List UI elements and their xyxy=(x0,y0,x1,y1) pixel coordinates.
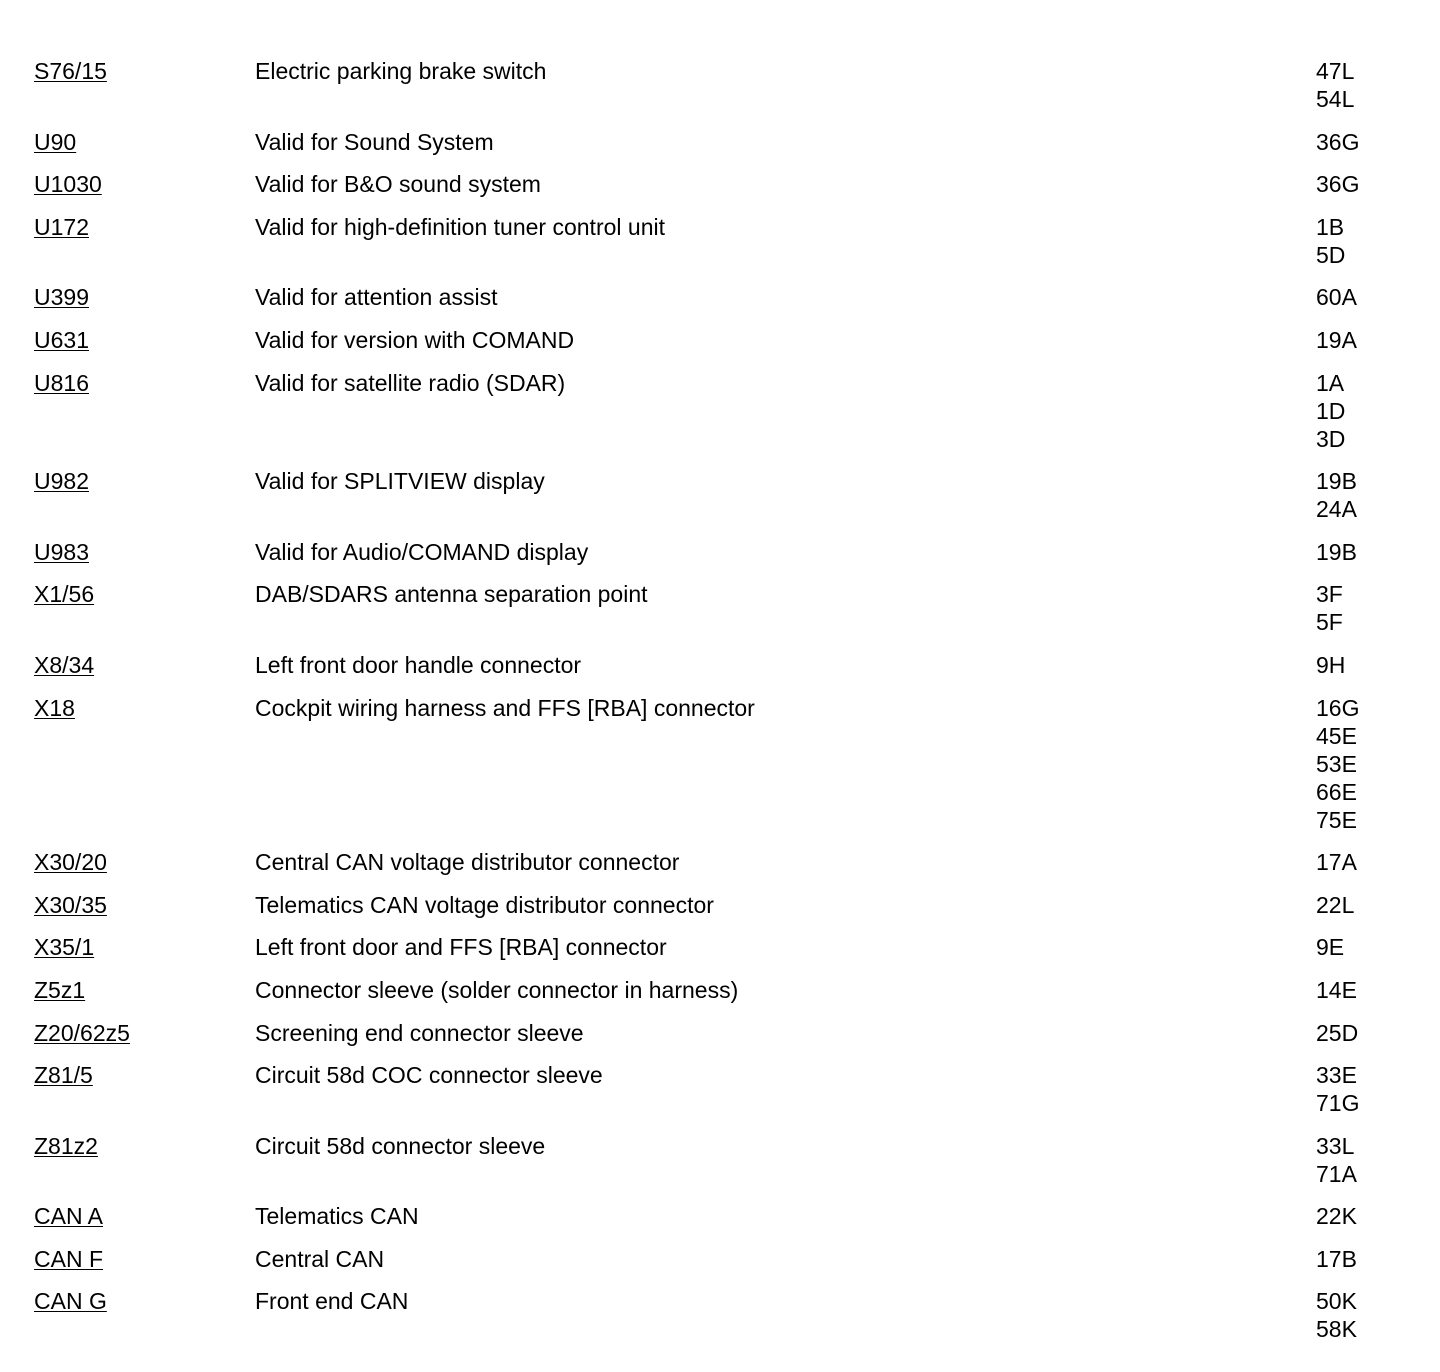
grid-reference: 5D xyxy=(1316,241,1346,268)
legend-row xyxy=(0,1287,1440,1343)
grid-reference-list xyxy=(1316,651,1345,679)
component-description: Valid for B&O sound system xyxy=(255,171,541,198)
grid-reference-list xyxy=(1316,1061,1359,1117)
grid-reference: 24A xyxy=(1316,496,1357,523)
component-description: Telematics CAN xyxy=(255,1203,419,1230)
component-code-link[interactable]: Z20/62z5 xyxy=(34,1019,130,1046)
component-code-link[interactable]: U982 xyxy=(34,468,89,495)
component-code-link[interactable]: U172 xyxy=(34,213,89,240)
component-description: Central CAN xyxy=(255,1245,385,1272)
component-description: Valid for attention assist xyxy=(255,284,498,311)
legend-row xyxy=(0,283,1440,311)
component-code-link[interactable]: X30/35 xyxy=(34,891,107,918)
component-code-link[interactable]: CAN G xyxy=(34,1288,107,1315)
legend-row xyxy=(0,1245,1440,1273)
legend-row xyxy=(0,1061,1440,1117)
grid-reference: 5F xyxy=(1316,609,1343,636)
grid-reference: 54L xyxy=(1316,86,1355,112)
grid-reference-list xyxy=(1316,580,1343,636)
component-description: Valid for high-definition tuner control unit xyxy=(255,213,665,240)
grid-reference-list xyxy=(1316,538,1357,566)
component-code-cell xyxy=(0,1202,255,1230)
component-code-cell xyxy=(0,283,255,311)
grid-reference: 75E xyxy=(1316,806,1357,833)
component-code-cell xyxy=(0,1019,255,1047)
component-code-link[interactable]: X8/34 xyxy=(34,651,95,678)
grid-reference: 25D xyxy=(1316,1019,1359,1046)
grid-reference: 3F xyxy=(1316,581,1343,608)
grid-reference: 1D xyxy=(1316,397,1346,424)
legend-row xyxy=(0,848,1440,876)
grid-reference: 22L xyxy=(1316,891,1355,918)
component-code-link[interactable]: Z5z1 xyxy=(34,976,86,1003)
grid-reference-list xyxy=(1316,1132,1357,1188)
component-code-cell xyxy=(0,369,255,397)
component-code-cell xyxy=(0,1245,255,1273)
component-code-link[interactable]: S76/15 xyxy=(34,58,107,84)
legend-row xyxy=(0,580,1440,636)
grid-reference-list xyxy=(1316,128,1359,156)
component-code-link[interactable]: U983 xyxy=(34,538,89,565)
legend-row xyxy=(0,651,1440,679)
grid-reference-list xyxy=(1316,326,1357,354)
grid-reference: 3D xyxy=(1316,425,1346,452)
legend-row xyxy=(0,213,1440,269)
component-description: Electric parking brake switch xyxy=(255,58,547,84)
grid-reference: 22K xyxy=(1316,1203,1357,1230)
legend-row xyxy=(0,467,1440,523)
grid-reference: 45E xyxy=(1316,722,1357,749)
component-code-cell xyxy=(0,57,255,85)
component-description: Circuit 58d connector sleeve xyxy=(255,1132,546,1159)
grid-reference: 36G xyxy=(1316,171,1360,198)
component-code-cell xyxy=(0,933,255,961)
grid-reference: 19A xyxy=(1316,326,1357,353)
component-code-cell xyxy=(0,580,255,608)
grid-reference: 58K xyxy=(1316,1316,1357,1343)
grid-reference-list xyxy=(1316,848,1357,876)
grid-reference-list xyxy=(1316,1245,1357,1273)
legend-row xyxy=(0,538,1440,566)
component-description: Left front door handle connector xyxy=(255,651,582,678)
component-description: Valid for Audio/COMAND display xyxy=(255,538,589,565)
component-code-cell xyxy=(0,694,255,722)
grid-reference: 16G xyxy=(1316,694,1360,721)
grid-reference: 33E xyxy=(1316,1062,1357,1089)
component-code-cell xyxy=(0,848,255,876)
grid-reference: 17A xyxy=(1316,849,1357,876)
component-code-link[interactable]: X18 xyxy=(34,694,75,721)
legend-row xyxy=(0,369,1440,453)
grid-reference-list xyxy=(1316,213,1345,269)
component-code-link[interactable]: Z81/5 xyxy=(34,1062,93,1089)
component-code-link[interactable]: U1030 xyxy=(34,171,102,198)
grid-reference: 60A xyxy=(1316,284,1357,311)
component-description: Circuit 58d COC connector sleeve xyxy=(255,1062,603,1089)
component-code-cell xyxy=(0,1132,255,1160)
grid-reference: 36G xyxy=(1316,128,1360,155)
component-description: Valid for Sound System xyxy=(255,128,494,155)
component-code-link[interactable]: X1/56 xyxy=(34,581,95,608)
grid-reference: 47L xyxy=(1316,58,1355,84)
grid-reference: 50K xyxy=(1316,1288,1357,1315)
grid-reference-list xyxy=(1316,369,1345,453)
grid-reference: 14E xyxy=(1316,976,1357,1003)
component-code-cell xyxy=(0,467,255,495)
legend-row xyxy=(0,933,1440,961)
grid-reference-list xyxy=(1316,1019,1358,1047)
component-description: Valid for satellite radio (SDAR) xyxy=(255,369,566,396)
grid-reference: 9H xyxy=(1316,651,1346,678)
component-description: Valid for version with COMAND xyxy=(255,326,575,353)
grid-reference: 1B xyxy=(1316,213,1345,240)
component-code-cell xyxy=(0,1287,255,1315)
grid-reference: 71A xyxy=(1316,1160,1357,1187)
grid-reference: 17B xyxy=(1316,1245,1357,1272)
grid-reference: 66E xyxy=(1316,778,1357,805)
component-code-link[interactable]: U816 xyxy=(34,369,89,396)
component-description: Telematics CAN voltage distributor connector xyxy=(255,891,714,918)
legend-row xyxy=(0,1019,1440,1047)
grid-reference: 33L xyxy=(1316,1132,1355,1159)
component-description: Cockpit wiring harness and FFS [RBA] connector xyxy=(255,694,755,721)
grid-reference-list xyxy=(1316,891,1354,919)
grid-reference-list xyxy=(1316,170,1359,198)
grid-reference: 1A xyxy=(1316,369,1345,396)
grid-reference-list xyxy=(1316,283,1357,311)
legend-row xyxy=(0,170,1440,198)
legend-row xyxy=(0,976,1440,1004)
component-code-link[interactable]: U631 xyxy=(34,326,89,353)
grid-reference: 71G xyxy=(1316,1090,1360,1117)
component-code-link[interactable]: CAN F xyxy=(34,1245,103,1272)
component-code-cell xyxy=(0,128,255,156)
legend-row xyxy=(0,128,1440,156)
grid-reference-list xyxy=(1316,1287,1357,1343)
component-description: Central CAN voltage distributor connector xyxy=(255,849,680,876)
component-description: Screening end connector sleeve xyxy=(255,1019,584,1046)
component-code-link[interactable]: Z81z2 xyxy=(34,1132,98,1159)
component-code-cell xyxy=(0,213,255,241)
legend-row xyxy=(0,326,1440,354)
grid-reference-list xyxy=(1316,976,1357,1004)
legend-row xyxy=(0,1132,1440,1188)
component-code-link[interactable]: CAN A xyxy=(34,1203,104,1230)
grid-reference: 19B xyxy=(1316,468,1357,495)
component-code-cell xyxy=(0,891,255,919)
component-code-link[interactable]: U90 xyxy=(34,128,77,155)
component-description: DAB/SDARS antenna separation point xyxy=(255,581,648,608)
component-code-cell xyxy=(0,976,255,1004)
grid-reference: 53E xyxy=(1316,750,1357,777)
grid-reference-list xyxy=(1316,467,1357,523)
component-description: Valid for SPLITVIEW display xyxy=(255,468,545,495)
component-description: Front end CAN xyxy=(255,1288,409,1315)
legend-row xyxy=(0,1202,1440,1230)
legend-row xyxy=(0,891,1440,919)
legend-row xyxy=(0,57,1440,113)
grid-reference-list xyxy=(1316,933,1344,961)
legend-row xyxy=(0,694,1440,834)
component-code-cell xyxy=(0,1061,255,1089)
grid-reference-list xyxy=(1316,1202,1357,1230)
component-code-cell xyxy=(0,170,255,198)
component-code-link[interactable]: U399 xyxy=(34,284,89,311)
component-description: Left front door and FFS [RBA] connector xyxy=(255,934,667,961)
grid-reference: 9E xyxy=(1316,934,1345,961)
component-code-cell xyxy=(0,326,255,354)
component-code-link[interactable]: X30/20 xyxy=(34,849,107,876)
component-code-link[interactable]: X35/1 xyxy=(34,934,95,961)
component-code-cell xyxy=(0,651,255,679)
grid-reference-list xyxy=(1316,694,1359,834)
grid-reference-list xyxy=(1316,57,1354,113)
component-description: Connector sleeve (solder connector in harness) xyxy=(255,976,739,1003)
grid-reference: 19B xyxy=(1316,538,1357,565)
component-code-cell xyxy=(0,538,255,566)
